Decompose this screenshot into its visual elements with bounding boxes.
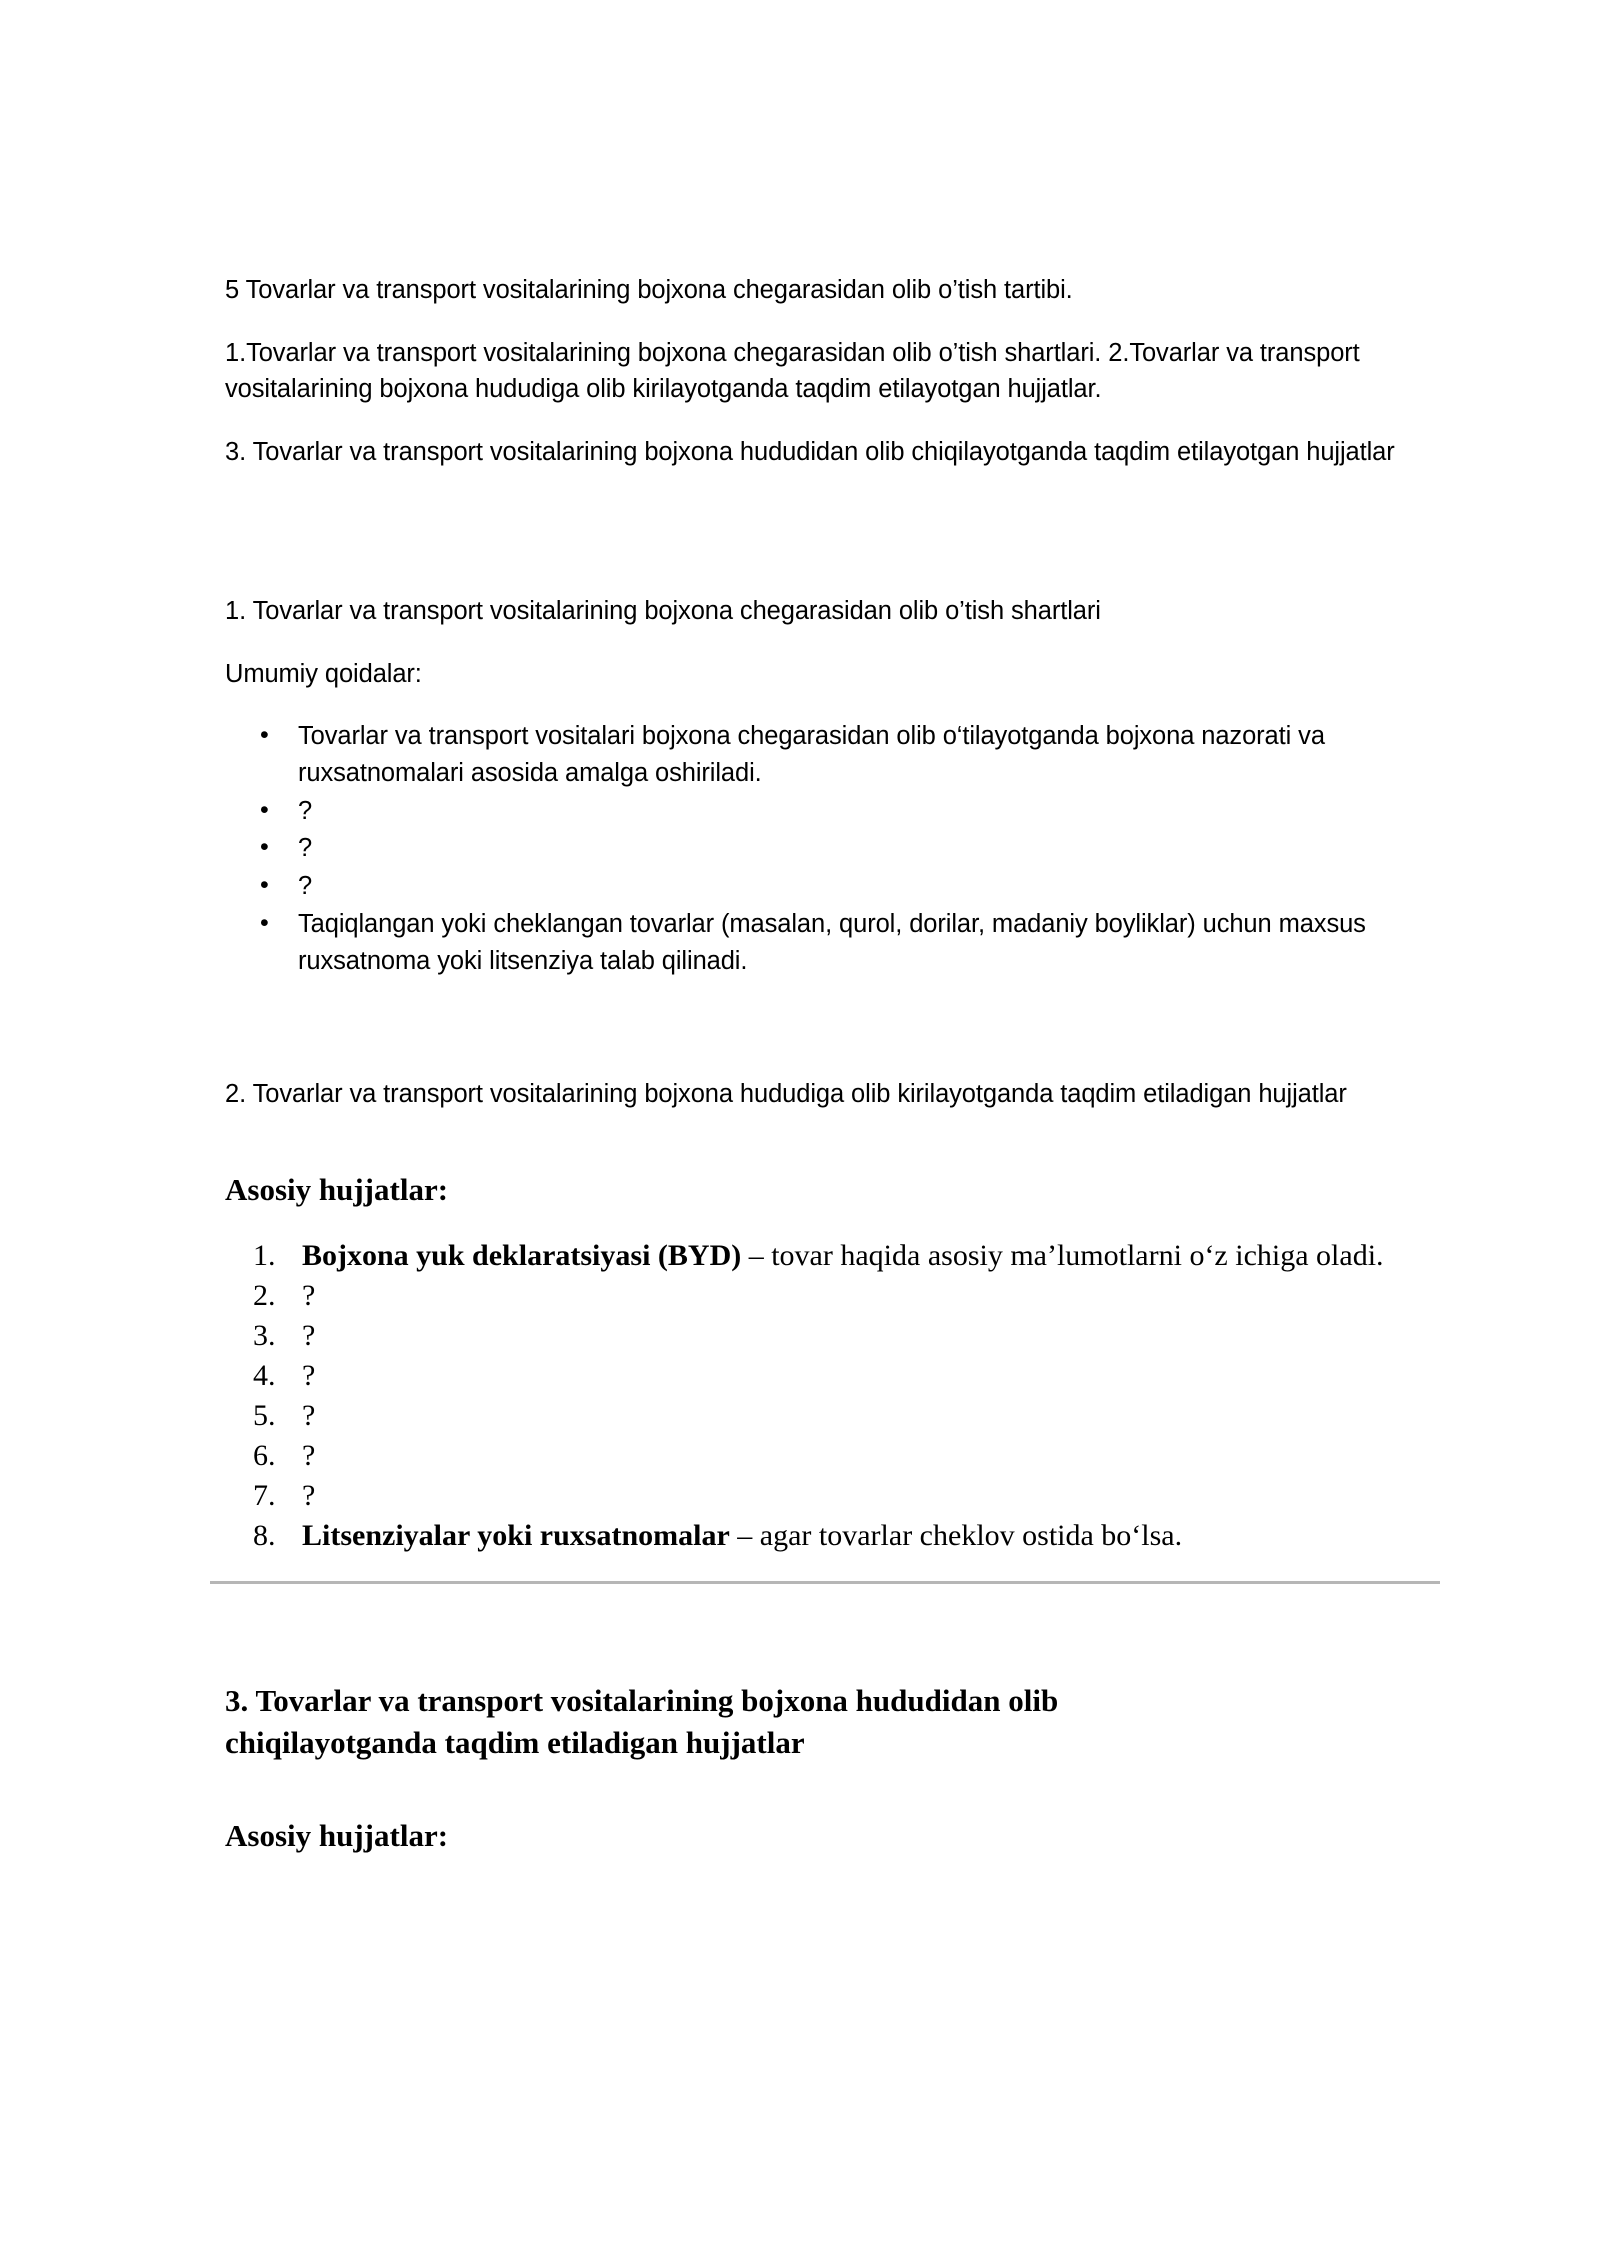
section-number-line: 5 Tovarlar va transport vositalarining bojxona chegarasidan olib o’tish tartibi. xyxy=(225,276,1073,304)
list-item xyxy=(225,1356,1445,1396)
list-item-text: – tovar haqida asosiy ma’lumotlarni o‘z ichiga oladi. xyxy=(741,1239,1384,1273)
list-item-text: ? xyxy=(302,1398,316,1432)
list-item xyxy=(225,1276,1445,1316)
spacer-after-intro xyxy=(225,497,1445,593)
list-item xyxy=(225,1516,1445,1556)
spacer-after-divider xyxy=(225,1584,1445,1680)
spacer-before-asosiy-2 xyxy=(225,1763,1445,1815)
list-item xyxy=(225,1236,1445,1276)
spacer-before-numbered-list xyxy=(225,1210,1445,1236)
spacer-after-bullets xyxy=(225,980,1445,1076)
list-item-bold-label: Bojxona yuk deklaratsiyasi (BYD) xyxy=(302,1239,742,1273)
list-item-bold-label: Litsenziyalar yoki ruxsatnomalar xyxy=(302,1518,730,1552)
spacer-before-divider xyxy=(225,1555,1445,1581)
list-item-text: ? xyxy=(302,1438,316,1472)
list-item: • ? xyxy=(225,793,1445,830)
list-item-text: ? xyxy=(302,1319,316,1353)
list-item xyxy=(225,1316,1445,1356)
list-item: • ? xyxy=(225,830,1445,867)
list-item: • Tovarlar va transport vositalari bojxona chegarasidan olib o‘tilayotganda bojxona nazorati va ruxsatnomalari asosida amalga oshiriladi. xyxy=(225,718,1445,791)
section-2-subheading: Asosiy hujjatlar: xyxy=(225,1172,449,1208)
section-1-bullet-list xyxy=(225,718,1445,979)
document-body xyxy=(225,272,1445,1856)
list-item-text: – agar tovarlar cheklov ostida bo‘lsa. xyxy=(729,1518,1183,1552)
section-3-subheading: Asosiy hujjatlar: xyxy=(225,1817,449,1853)
list-item xyxy=(225,1476,1445,1516)
list-item xyxy=(225,1396,1445,1436)
spacer-before-asosiy-1 xyxy=(225,1117,1445,1169)
list-item xyxy=(225,1436,1445,1476)
section-2-heading: 2. Tovarlar va transport vositalarining bojxona hududiga olib kirilayotganda taqdim etiladigan hujjatlar xyxy=(225,1080,1347,1109)
list-item-text: ? xyxy=(302,1358,316,1392)
intro-paragraph-2: 3. Tovarlar va transport vositalarining bojxona hududidan olib chiqilayotganda taqdim etilayotgan hujjatlar xyxy=(225,438,1395,467)
section-3-heading-line-2: chiqilayotganda taqdim etiladigan hujjatlar xyxy=(225,1724,805,1760)
list-item-text: ? xyxy=(302,1279,316,1313)
intro-paragraph-1: 1.Tovarlar va transport vositalarining bojxona chegarasidan olib o’tish shartlari. 2.Tovarlar va transport vositalarining bojxona hududiga olib kirilayotganda taqdim etilayotgan hujjatlar. xyxy=(225,338,1360,404)
list-item: • Taqiqlangan yoki cheklangan tovarlar (masalan, qurol, dorilar, madaniy boyliklar) uchun maxsus ruxsatnoma yoki litsenziya talab qilinadi. xyxy=(225,906,1445,979)
section-1-subheading: Umumiy qoidalar: xyxy=(225,659,422,688)
section-2-numbered-list xyxy=(225,1236,1445,1555)
section-1-heading: 1. Tovarlar va transport vositalarining bojxona chegarasidan olib o’tish shartlari xyxy=(225,596,1101,625)
list-item: • ? xyxy=(225,868,1445,905)
list-item-text: ? xyxy=(302,1478,316,1512)
section-3-heading-line-1: 3. Tovarlar va transport vositalarining bojxona hududidan olib xyxy=(225,1683,1059,1719)
